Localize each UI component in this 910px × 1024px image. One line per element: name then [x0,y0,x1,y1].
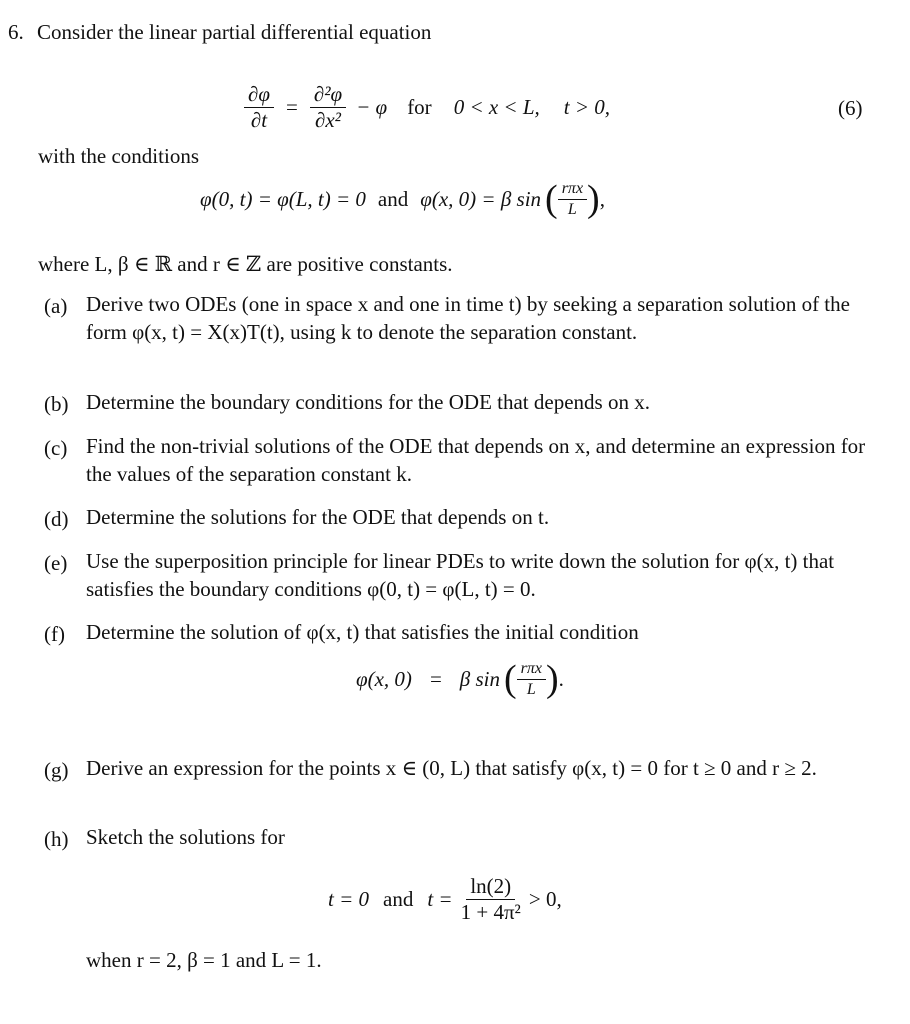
part-label: (g) [44,758,69,782]
part-label: (d) [44,507,69,531]
ic-fraction: $\frac{\text{rπx}}{L}$ [558,181,587,218]
pde-rhs-fraction: $\frac{\text{∂²φ}}{\text{∂x²}}$ [310,84,346,131]
with-conditions-text: with the conditions [38,144,199,168]
part-label: (h) [44,827,69,851]
part-text: Determine the solutions for the ODE that depends on t. [86,505,550,529]
initial-condition-equation: φ(x, 0) = β sin ( $\frac{\text{rπx}}{L}$ ) . [356,658,564,700]
part-text: Derive two ODEs (one in space x and one in time t) by seeking a separation solution of the form φ(x, t) = X(x)T(t), using k to denote the separation constant. [86,292,850,344]
part-label: (b) [44,392,69,416]
conditions-equation: φ(0, t) = φ(L, t) = 0 and φ(x, 0) = β sin ( $\frac{\text{rπx}}{L}$ ) , [200,178,605,220]
pde-lhs-fraction: $\frac{\partial\varphi}{\partial t}$ [244,84,274,131]
initial-condition: φ(x, 0) = β sin [420,186,542,211]
equation-tag: (6) [838,96,863,120]
h-fraction: $\frac{\ln(2)}{\text{1 + 4π²}}$ [460,874,521,924]
part-text: Find the non-trivial solutions of the ODE that depends on x, and determine an expression for the values of the separation constant k. [86,434,866,486]
question-number: 6. [8,20,24,44]
pde-equation: $\frac{\partial\varphi}{\partial t}$ = $\frac{\text{∂²φ}}{\text{∂x²}}$ − φ for 0 < x < L, t > 0, [240,84,610,131]
boundary-conditions: φ(0, t) = φ(L, t) = 0 [200,186,366,211]
part-label: (a) [44,294,68,318]
part-text: Derive an expression for the points x ∈ (0, L) that satisfy φ(x, t) = 0 for t ≥ 0 and r ≥ 2. [86,756,817,780]
part-text: Sketch the solutions for [86,825,285,849]
part-text: Determine the solution of φ(x, t) that satisfies the initial condition [86,620,639,644]
where-text: where L, β ∈ ℝ and r ∈ ℤ are positive constants. [38,252,453,276]
part-label: (f) [44,622,65,646]
part-text: Determine the boundary conditions for the ODE that depends on x. [86,390,650,414]
part-label: (c) [44,436,68,460]
f-fraction: $\frac{\text{rπx}}{L}$ [517,661,546,698]
part-text: Use the superposition principle for linear PDEs to write down the solution for φ(x, t) that satisfies the boundary conditions φ(0, t) = φ(L, t) = 0. [86,549,835,601]
question-header [8,22,431,43]
question-intro: Consider the linear partial differential equation [37,20,432,44]
sketch-times-equation: t = 0 and t = $\frac{\ln(2)}{\text{1 + 4π²}}$ > 0, [328,874,562,924]
part-label: (e) [44,551,68,575]
sketch-parameters: when r = 2, β = 1 and L = 1. [86,948,322,972]
